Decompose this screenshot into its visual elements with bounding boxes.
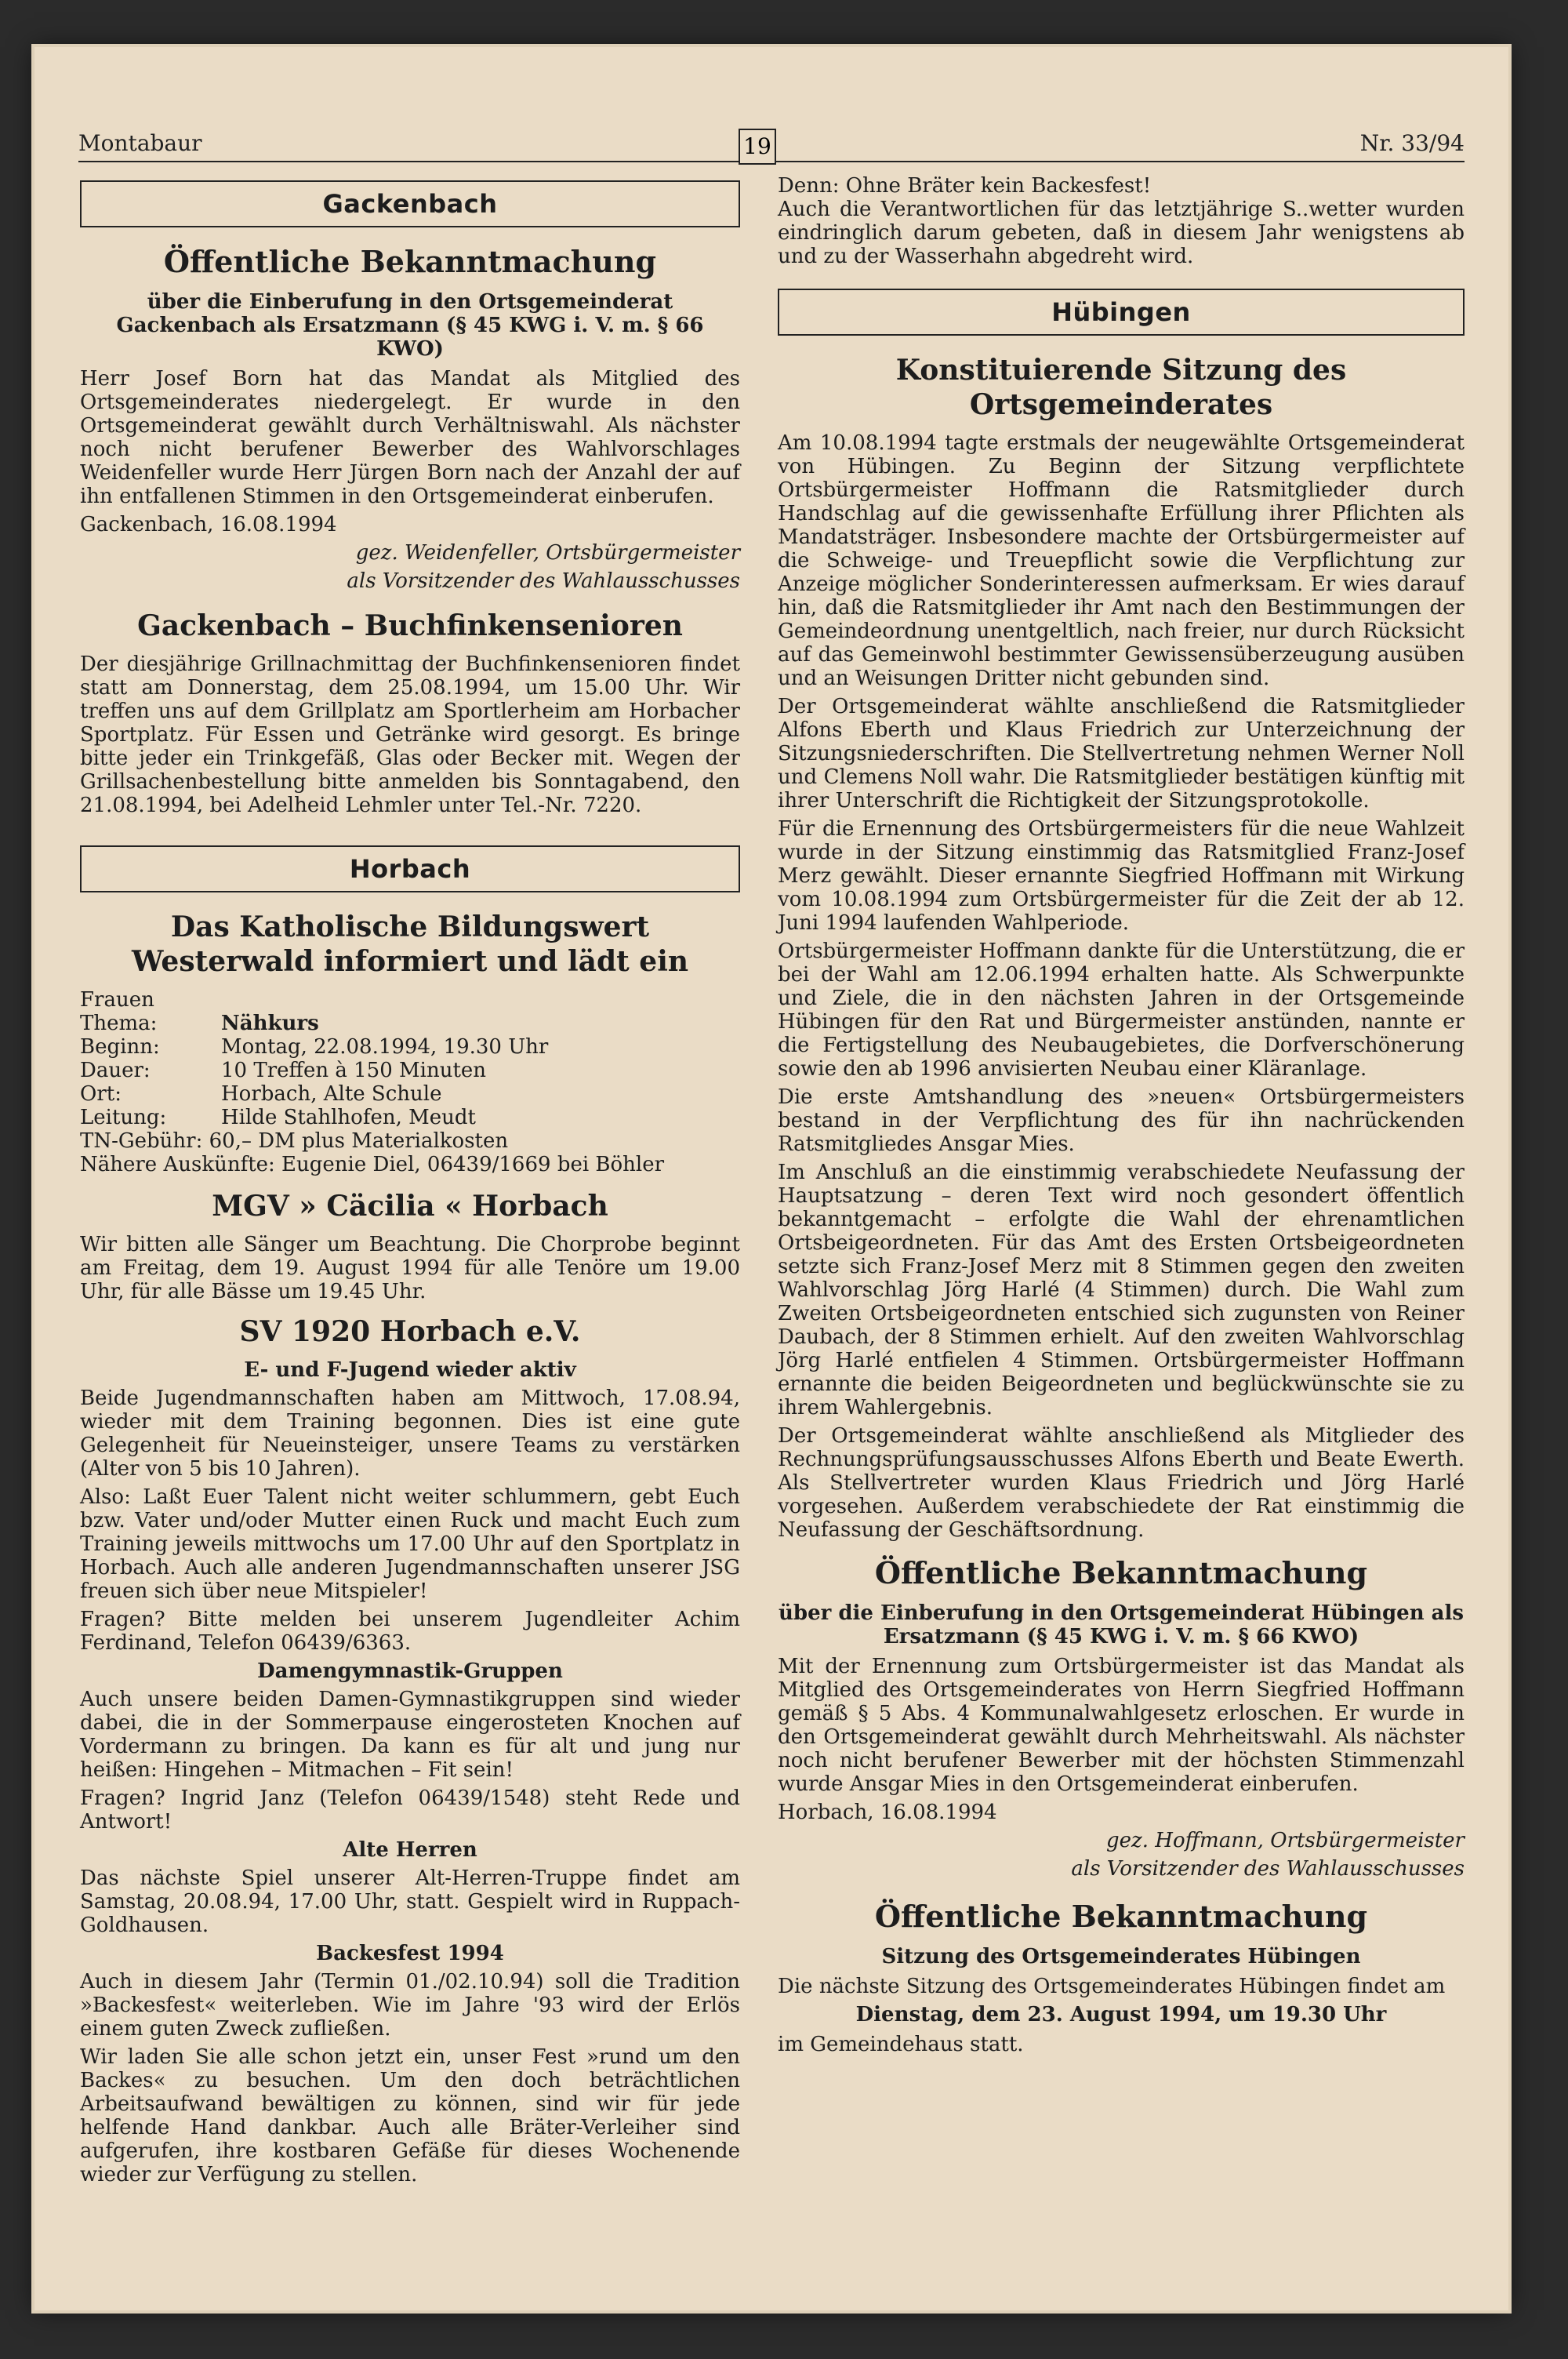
alte-herren-paragraph: Das nächste Spiel unserer Alt-Herren-Truppe findet am Samstag, 20.08.94, 17.00 Uhr, statt. Gespielt wird in Ruppach-Goldhausen. (80, 1866, 740, 1937)
senioren-title: Gackenbach – Buchfinkensenioren (137, 609, 683, 642)
notice-body: Herr Josef Born hat das Mandat als Mitglied des Ortsgemeinderates niedergelegt. Er wurde in den Ortsgemeinderat gewählt durch Verhältniswahl. Als nächster noch nicht berufener Bewerber des Wahlvorschlages Weidenfeller wurde Herr Jürgen Born nach der Anzahl der auf ihn entfallenen Stimmen in den Ortsgemeinderat einberufen. (80, 367, 740, 508)
sitzung-paragraph: Für die Ernennung des Ortsbürgermeisters für die neue Wahlzeit wurde in der Sitzung einstimmig das Ratsmitglied Franz-Josef Merz gewählt. Dieser ernannte Siegfried Hoffmann mit Wirkung vom 10.08.1994 zum Ortsbürgermeister für die Zeit der ab 12. Juni 1994 laufenden Wahlperiode. (778, 817, 1465, 935)
notice3-body: Die nächste Sitzung des Ortsgemeinderates Hübingen findet am (778, 1975, 1446, 1998)
backesfest-paragraph: Auch in diesem Jahr (Termin 01./02.10.94) soll die Tradition »Backesfest« weiterleben. Wie im Jahre '93 wird der Erlös einem guten Zweck zufließen. (80, 1970, 740, 2041)
notice3-date: Dienstag, dem 23. August 1994, um 19.30 Uhr (855, 2003, 1387, 2026)
mgv-body: Wir bitten alle Sänger um Beachtung. Die Chorprobe beginnt am Freitag, dem 19. August 1994 für alle Tenöre um 19.00 Uhr, für alle Bässe um 19.45 Uhr. (80, 1233, 740, 1303)
kbw-title: Das Katholische Bildungswert Westerwald informiert und lädt ein (131, 911, 689, 978)
detail-key: Dauer: (80, 1059, 151, 1082)
backesfest-paragraph: Wir laden Sie alle schon jetzt ein, unser Fest »rund um den Backes« zu besuchen. Um den doch beträchtlichen Arbeitsaufwand bewältigen zu können, sind wir für jede helfende Hand dankbar. Auch alle Bräter-Verleiher sind aufgerufen, ihre kostbaren Gefäße für dieses Wochenende wieder zur Verfügung zu stellen. (80, 2045, 740, 2186)
notice-date: Gackenbach, 16.08.1994 (80, 513, 337, 536)
detail-key: Leitung: (80, 1106, 167, 1129)
page-number: 19 (739, 129, 776, 165)
backesfest-subtitle: Backesfest 1994 (316, 1942, 504, 1965)
notice3-title: Öffentliche Bekanntmachung (874, 1899, 1368, 1934)
header-location: Montabaur (78, 130, 202, 156)
gymnastik-subtitle: Damengymnastik-Gruppen (257, 1659, 563, 1683)
sitzung-paragraph: Im Anschluß an die einstimmig verabschiedete Neufassung der Hauptsatzung – deren Text wird noch gesondert öffentlich bekanntgemacht – erfolgte die Wahl der ehrenamtlichen Ortsbeigeordneten. Für das Amt des Ersten Ortsbeigeordneten setzte sich Franz-Josef Merz mit 8 Stimmen gegen den zweiten Wahlvorschlag Jörg Harlé (4 Stimmen) durch. Die Wahl zum Zweiten Ortsbeigeordneten entschied sich zugunsten von Reiner Daubach, der 8 Stimmen erhielt. Auf den zweiten Wahlvorschlag Jörg Harlé entfielen 4 Stimmen. Ortsbürgermeister Hoffmann ernannte die beiden Beigeordneten und beglückwünschte sie zu ihrem Wahlergebnis. (778, 1161, 1465, 1419)
notice2-signature-role: als Vorsitzender des Wahlausschusses (1071, 1857, 1465, 1881)
sv-paragraph: Beide Jugendmannschaften haben am Mittwoch, 17.08.94, wieder mit dem Training begonnen. Dies ist eine gute Gelegenheit für Neueinsteiger, unsere Teams zu verstärken (Alter von 5 bis 10 Jahren). (80, 1387, 740, 1481)
notice3-subtitle: Sitzung des Ortsgemeinderates Hübingen (881, 1945, 1361, 1968)
sv-title: SV 1920 Horbach e.V. (239, 1315, 581, 1348)
mgv-title: MGV » Cäcilia « Horbach (212, 1190, 608, 1223)
detail-value: Nähkurs (221, 1012, 319, 1035)
detail-value: Horbach, Alte Schule (221, 1082, 442, 1106)
notice2-subtitle: über die Einberufung in den Ortsgemeinderat Hübingen als Ersatzmann (§ 45 KWG i. V. m. § 66 KWO) (778, 1601, 1465, 1648)
left-column (80, 180, 740, 2191)
kbw-audience: Frauen (80, 988, 154, 1012)
sitzung-title: Konstituierende Sitzung des Ortsgemeinderates (895, 354, 1347, 421)
notice-signature: gez. Weidenfeller, Ortsbürgermeister (355, 541, 740, 565)
continued-paragraph: Auch die Verantwortlichen für das letztjährige S..wetter wurden eindringlich darum gebeten, daß in diesem Jahr wenigstens ab und zu der Wasserhahn abgedreht wird. (778, 198, 1465, 268)
detail-key: Thema: (80, 1012, 158, 1035)
detail-value: 10 Treffen à 150 Minuten (221, 1059, 487, 1082)
right-column (778, 174, 1465, 2061)
gymnastik-paragraph: Auch unsere beiden Damen-Gymnastikgruppen sind wieder dabei, die in der Sommerpause eingerosteten Knochen auf Vordermann zu bringen. Da kann es für alt und jung nur heißen: Hingehen – Mitmachen – Fit sein! (80, 1688, 740, 1782)
notice2-signature: gez. Hoffmann, Ortsbürgermeister (1106, 1829, 1465, 1852)
detail-key: Beginn: (80, 1035, 160, 1059)
notice2-body: Mit der Ernennung zum Ortsbürgermeister ist das Mandat als Mitglied des Ortsgemeinderates von Herrn Siegfried Hoffmann gemäß § 5 Abs. 4 Kommunalwahlgesetz erloschen. Er wurde in den Ortsgemeinderat gewählt durch Mehrheitswahl. Als nächster noch nicht berufener Bewerber mit der höchsten Stimmenzahl wurde Ansgar Mies in den Ortsgemeinderat einberufen. (778, 1655, 1465, 1796)
notice3-end: im Gemeindehaus statt. (778, 2033, 1024, 2056)
section-horbach: Horbach (80, 845, 740, 892)
notice-title: Öffentliche Bekanntmachung (163, 244, 657, 279)
notice2-date: Horbach, 16.08.1994 (778, 1801, 997, 1824)
sitzung-paragraph: Der Ortsgemeinderat wählte anschließend als Mitglieder des Rechnungsprüfungsausschusses Alfons Eberth und Beate Ewerth. Als Stellvertreter wurden Klaus Friedrich und Jörg Harlé vorgesehen. Außerdem verabschiedete der Rat einstimmig die Neufassung der Geschäftsordnung. (778, 1424, 1465, 1542)
alte-herren-subtitle: Alte Herren (343, 1838, 477, 1862)
sv-subtitle: E- und F-Jugend wieder aktiv (244, 1358, 576, 1382)
section-gackenbach: Gackenbach (80, 180, 740, 227)
kbw-details (80, 1012, 740, 1129)
sitzung-paragraph: Der Ortsgemeinderat wählte anschließend die Ratsmitglieder Alfons Eberth und Klaus Friedrich zur Unterzeichnung der Sitzungsniederschriften. Die Stellvertretung nehmen Werner Noll und Clemens Noll wahr. Die Ratsmitglieder bestätigen künftig mit ihrer Unterschrift die Richtigkeit der Sitzungsprotokolle. (778, 695, 1465, 812)
sitzung-paragraph: Am 10.08.1994 tagte erstmals der neugewählte Ortsgemeinderat von Hübingen. Zu Beginn der Sitzung verpflichtete Ortsbürgermeister Hoffmann die Ratsmitglieder durch Handschlag auf die gewissenhafte Erfüllung ihrer Pflichten als Mandatsträger. Insbesondere machte der Ortsbürgermeister auf die Schweige- und Treuepflicht sowie die Verpflichtung zur Anzeige möglicher Sonderinteressen aufmerksam. Er wies darauf hin, daß die Ratsmitglieder ihr Amt nach den Bestimmungen der Gemeindeordnung unentgeltlich, nach freier, nur durch Rücksicht auf das Gemeinwohl bestimmter Gewissensüberzeugung ausüben und an Weisungen Dritter nicht gebunden sind. (778, 431, 1465, 690)
sitzung-paragraph: Die erste Amtshandlung des »neuen« Ortsbürgermeisters bestand in der Verpflichtung des für ihn nachrückenden Ratsmitgliedes Ansgar Mies. (778, 1085, 1465, 1156)
kbw-fee: TN-Gebühr: 60,– DM plus Materialkosten (80, 1129, 509, 1153)
detail-value: Montag, 22.08.1994, 19.30 Uhr (221, 1035, 549, 1059)
sv-paragraph: Fragen? Bitte melden bei unserem Jugendleiter Achim Ferdinand, Telefon 06439/6363. (80, 1608, 740, 1655)
newspaper-page (34, 47, 1508, 2310)
notice-signature-role: als Vorsitzender des Wahlausschusses (347, 569, 740, 593)
notice-subtitle: über die Einberufung in den Ortsgemeinderat Gackenbach als Ersatzmann (§ 45 KWG i. V. m. § 66 KWO) (116, 290, 704, 361)
sv-paragraph: Also: Laßt Euer Talent nicht weiter schlummern, gebt Euch bzw. Vater und/oder Mutter einen Ruck und macht Euch zum Training jeweils mittwochs um 17.00 Uhr auf den Sportplatz in Horbach. Auch alle anderen Jugendmannschaften unserer JSG freuen sich über neue Mitspieler! (80, 1485, 740, 1603)
section-huebingen: Hübingen (778, 289, 1465, 336)
kbw-contact: Nähere Auskünfte: Eugenie Diel, 06439/1669 bei Böhler (80, 1153, 665, 1176)
issue-number: Nr. 33/94 (1359, 130, 1465, 156)
detail-key: Ort: (80, 1082, 122, 1106)
detail-value: Hilde Stahlhofen, Meudt (221, 1106, 476, 1129)
notice2-title: Öffentliche Bekanntmachung (874, 1555, 1368, 1590)
sitzung-paragraph: Ortsbürgermeister Hoffmann dankte für die Unterstützung, die er bei der Wahl am 12.06.1994 erhalten hatte. Als Schwerpunkte und Ziele, die in den nächsten Jahren in der Ortsgemeinde Hübingen für den Rat und Bürgermeister anstünden, nannte er die Fertigstellung des Neubaugebietes, die Dorfverschönerung sowie den ab 1996 anvisierten Neubau einer Kläranlage. (778, 940, 1465, 1081)
senioren-body: Der diesjährige Grillnachmittag der Buchfinkensenioren findet statt am Donnerstag, dem 25.08.1994, um 15.00 Uhr. Wir treffen uns auf dem Grillplatz am Sportlerheim am Horbacher Sportplatz. Für Essen und Getränke wird gesorgt. Es bringe bitte jeder ein Trinkgefäß, Glas oder Becker mit. Wegen der Grillsachenbestellung bitte anmelden bis Sonntagabend, den 21.08.1994, bei Adelheid Lehmler unter Tel.-Nr. 7220. (80, 652, 740, 817)
continued-line: Denn: Ohne Bräter kein Backesfest! (778, 174, 1152, 198)
gymnastik-paragraph: Fragen? Ingrid Janz (Telefon 06439/1548) steht Rede und Antwort! (80, 1787, 740, 1834)
